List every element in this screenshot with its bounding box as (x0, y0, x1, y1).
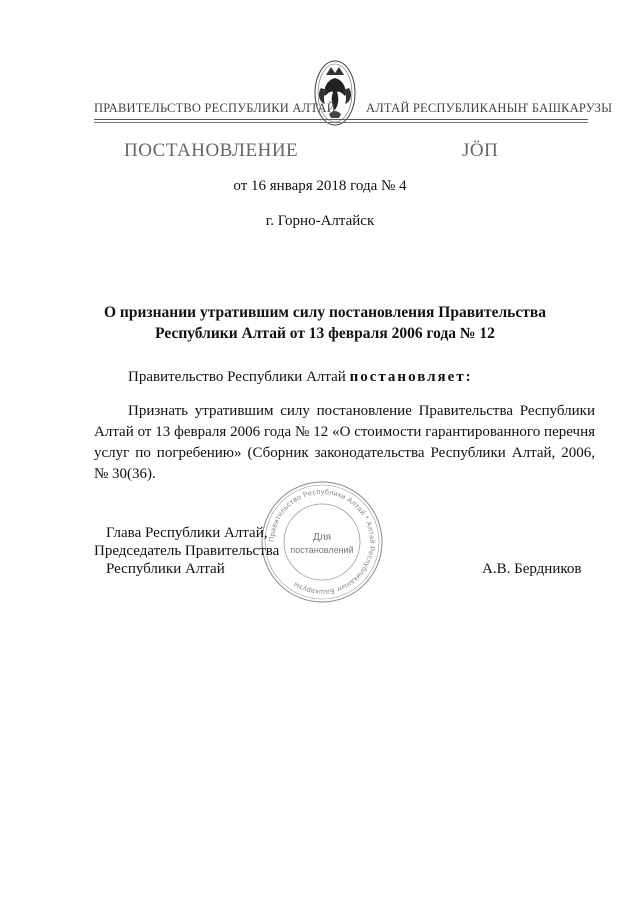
stamp-center-line2: постановлений (290, 545, 354, 555)
official-stamp (260, 480, 384, 604)
header-org-name-ru: ПРАВИТЕЛЬСТВО РЕСПУБЛИКИ АЛТАЙ (94, 101, 336, 115)
document-title (60, 302, 590, 344)
signatory-title-line2: Председатель Правительства (94, 543, 280, 559)
header-divider-thin (94, 122, 588, 123)
preamble-verb: постановляет: (349, 369, 473, 385)
title-line: Республики Алтай от 13 февраля 2006 года № 12 (155, 325, 495, 342)
document-city: г. Горно-Алтайск (265, 213, 375, 229)
document-date: от 16 января 2018 года № 4 (233, 178, 407, 194)
preamble (128, 369, 473, 386)
signatory-title-line1: Глава Республики Алтай, (106, 525, 268, 541)
resolution-body: Признать утратившим силу постановление Правительства Республики Алтай от 13 февраля 2006 года № 12 «О стоимости гарантированного перечня услуг по погребению» (Сборник законодательства Республики Алтай, 2006, № 30(36). (94, 403, 595, 482)
preamble-subject: Правительство Республики Алтай (128, 369, 346, 385)
header-divider (94, 119, 588, 120)
doc-type-alt: JÖП (462, 140, 499, 161)
header-org-name-alt: АЛТАЙ РЕСПУБЛИКАНЫҤ БАШКАРУЗЫ (366, 101, 613, 115)
signatory-title-line3: Республики Алтай (106, 561, 225, 577)
title-line: О признании утратившим силу постановления Правительства (103, 304, 546, 321)
griffin-emblem-icon (313, 58, 357, 128)
stamp-seal-icon (260, 480, 384, 604)
altai-emblem (313, 58, 357, 128)
stamp-center-line1: Для (312, 532, 332, 543)
doc-type-ru: ПОСТАНОВЛЕНИЕ (124, 140, 299, 161)
stamp-ring-text: Правительство Республики Алтай * Алтай Республиканыҥ Башкарузы (266, 486, 378, 598)
signatory-name: А.В. Бердников (482, 561, 582, 577)
